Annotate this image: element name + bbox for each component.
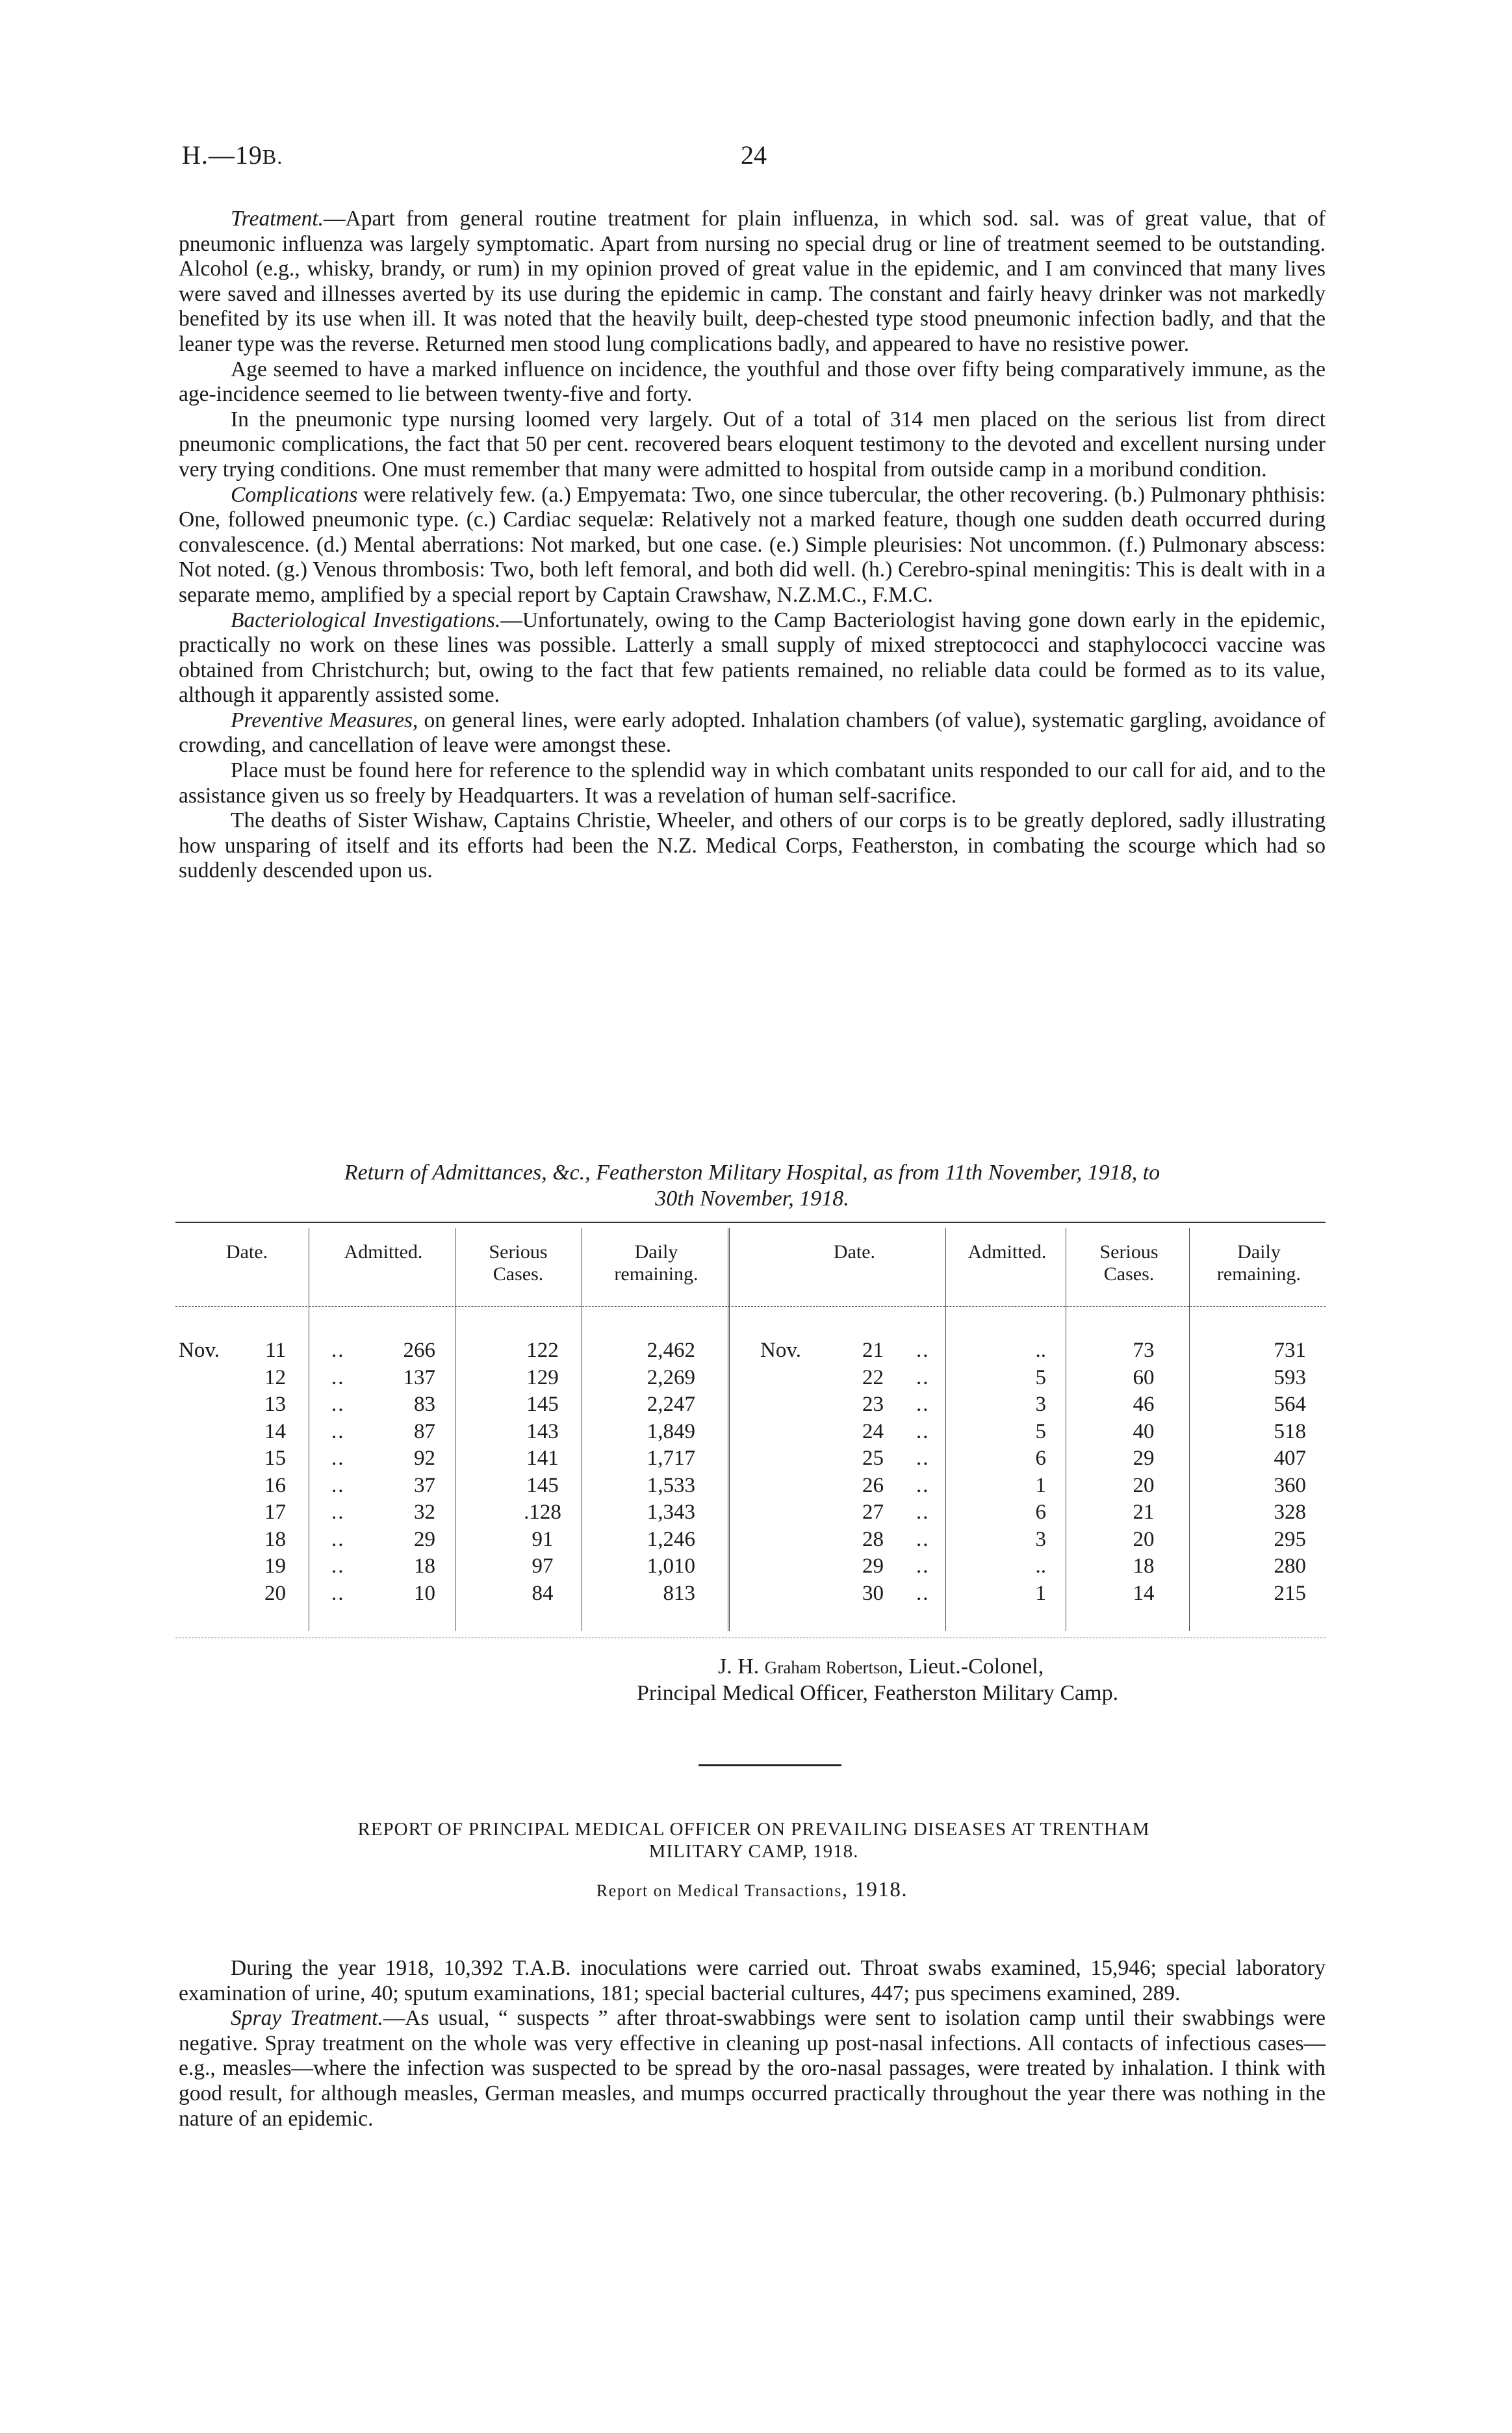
table-row: [175, 1419, 1326, 1446]
row-admitted: 6: [1035, 1500, 1046, 1524]
row-daily: 1,010: [647, 1554, 695, 1578]
row-date: 24: [862, 1419, 884, 1443]
report-subtitle: Report on Medical Transactions, 1918.: [596, 1878, 908, 1901]
row-date: 23: [862, 1393, 884, 1416]
paragraph: [179, 608, 1326, 708]
table-row: [175, 1391, 1326, 1419]
row-daily: 360: [1274, 1473, 1306, 1497]
row-serious: 129: [526, 1365, 559, 1389]
paragraph: [179, 808, 1326, 884]
paragraph: [179, 1956, 1326, 2006]
row-serious: 21: [1133, 1500, 1155, 1524]
paragraph: [179, 357, 1326, 407]
header-date: Date.: [225, 1241, 268, 1263]
row-serious: 91: [532, 1527, 554, 1551]
report-body-featherston: [179, 207, 1326, 884]
row-serious: .128: [524, 1500, 561, 1524]
page-header: [182, 140, 1326, 179]
table-row: [175, 1499, 1326, 1526]
admittances-table: [175, 1222, 1326, 1644]
leader-dots: ..: [916, 1581, 930, 1605]
page-number: 24: [741, 140, 767, 170]
table-row: [175, 1365, 1326, 1392]
row-admitted: 5: [1035, 1419, 1046, 1443]
paragraph: [179, 407, 1326, 483]
paragraph-text: —Apart from general routine treatment for plain influenza, in which sod. sal. was of great value, that of pneumonic influenza was largely symptomatic. Apart from nursing no special drug or line of treatment seemed to be outstanding. Alcohol (e.g., whisky, brandy, or rum) in my opinion proved of great value in the epidemic, and I am convinced that many lives were saved and illnesses averted by its use during the epidemic in camp. The constant and fairly heavy drinker was not markedly benefited by its use when ill. It was noted that the heavily built, deep-chested type stood pneumonic infection badly, and that the leaner type was the reverse. Returned men stood lung complications badly, and appeared to have no resistive power.: [179, 207, 1326, 356]
report-body-trentham: [179, 1956, 1326, 2131]
paragraph: [179, 708, 1326, 758]
row-serious: 20: [1133, 1527, 1155, 1551]
row-daily: 215: [1274, 1581, 1306, 1605]
row-daily: 2,269: [647, 1365, 695, 1389]
paragraph-text: During the year 1918, 10,392 T.A.B. inoculations were carried out. Throat swabs examined, 15,946; special laboratory examination of urine, 40; sputum examinations, 181; special bacterial cultures, 447; pus specimens examined, 289.: [179, 1956, 1326, 2005]
row-admitted: 37: [414, 1473, 435, 1497]
table-row: [175, 1473, 1326, 1500]
table-title: Return of Admittances, &c., Featherston Military Hospital, as from 11th November, 1918, to 30th November, 1918.: [344, 1161, 1160, 1211]
row-serious: 18: [1133, 1554, 1155, 1578]
header-serious: Serious Cases.: [489, 1241, 548, 1285]
row-admitted: 6: [1035, 1447, 1046, 1470]
row-daily: 564: [1274, 1393, 1306, 1416]
row-daily: 1,343: [647, 1500, 695, 1524]
paragraph-text: were relatively few. (a.) Empyemata: Two, one since tubercular, the other recovering. (b.) Pulmonary phthisis: One, followed pneumonic type. (c.) Cardiac sequelæ: Relatively not a marked feature, though one sudden death occurred during convalescence. (d.) Mental aberrations: Not marked, but one case. (e.) Simple pleurisies: Not uncommon. (f.) Pulmonary abscess: Not noted. (g.) Venous thrombosis: Two, both left femoral, and both did well. (h.) Cerebro-spinal meningitis: This is dealt with in a separate memo, amplified by a special report by Captain Crawshaw, N.Z.M.C., F.M.C.: [179, 482, 1326, 607]
paragraph-lead-in: Bacteriological Investigations.: [231, 608, 501, 632]
header-daily: Daily remaining.: [614, 1241, 698, 1285]
row-admitted: 10: [414, 1581, 435, 1605]
table-body: [175, 1337, 1326, 1607]
row-serious: 46: [1133, 1393, 1155, 1416]
row-date: 27: [862, 1500, 884, 1524]
paragraph: [179, 483, 1326, 608]
header-serious: Serious Cases.: [1099, 1241, 1159, 1285]
row-daily: 1,246: [647, 1527, 695, 1551]
leader-dots: ..: [916, 1554, 930, 1578]
leader-dots: ..: [916, 1365, 930, 1389]
header-daily: Daily remaining.: [1216, 1241, 1301, 1285]
table-row: [175, 1553, 1326, 1580]
leader-dots: ..: [916, 1419, 930, 1443]
row-date: 14: [264, 1419, 286, 1443]
header-admitted: Admitted.: [344, 1241, 423, 1263]
row-date: 13: [264, 1393, 286, 1416]
document-reference: H.—19B.: [182, 140, 283, 170]
row-serious: 40: [1133, 1419, 1155, 1443]
leader-dots: ..: [916, 1447, 930, 1470]
leader-dots: ..: [916, 1393, 930, 1416]
row-date: 30: [862, 1581, 884, 1605]
row-admitted: 137: [403, 1365, 435, 1389]
row-admitted: 3: [1035, 1393, 1046, 1416]
leader-dots: ..: [331, 1339, 345, 1362]
row-serious: 122: [526, 1339, 559, 1362]
row-admitted: 83: [414, 1393, 435, 1416]
paragraph-text: on general lines, were early adopted. Inhalation chambers (of value), systematic gargling, avoidance of crowding, and cancellation of leave were amongst these.: [179, 708, 1326, 758]
row-admitted: 92: [414, 1447, 435, 1470]
row-date: 28: [862, 1527, 884, 1551]
row-serious: 60: [1133, 1365, 1155, 1389]
leader-dots: ..: [331, 1473, 345, 1497]
row-date: 16: [264, 1473, 286, 1497]
row-date: 15: [264, 1447, 286, 1470]
signatory-name: J. H. Graham Robertson, Lieut.-Colonel,: [718, 1654, 1044, 1679]
row-serious: 97: [532, 1554, 554, 1578]
paragraph: [179, 758, 1326, 808]
row-daily: 1,533: [647, 1473, 695, 1497]
header-admitted: Admitted.: [967, 1241, 1047, 1263]
row-date: 25: [862, 1447, 884, 1470]
row-daily: 1,717: [647, 1447, 695, 1470]
table-top-rule: [175, 1222, 1326, 1223]
row-admitted: ..: [1035, 1554, 1046, 1578]
section-separator: [698, 1764, 841, 1766]
row-date: 11: [265, 1339, 286, 1362]
paragraph-lead-in: Preventive Measures,: [231, 708, 418, 732]
row-month: Nov.: [179, 1339, 220, 1362]
row-date: 21: [862, 1339, 884, 1362]
paragraph-text: —As usual, “ suspects ” after throat-swabbings were sent to isolation camp until their swabbings were negative. Spray treatment on the whole was very effective in cleaning up post-nasal infections. All contacts of infectious cases—e.g., measles—where the infection was suspected to be spread by the oro-nasal passages, were treated by inhalation. I think with good result, for although measles, German measles, and mumps occurred practically throughout the year there was nothing in the nature of an epidemic.: [179, 2006, 1326, 2131]
paragraph-text: In the pneumonic type nursing loomed very largely. Out of a total of 314 men placed on the serious list from direct pneumonic complications, the fact that 50 per cent. recovered bears eloquent testimony to the devoted and excellent nursing under very trying conditions. One must remember that many were admitted to hospital from outside camp in a moribund condition.: [179, 407, 1326, 482]
row-serious: 145: [526, 1473, 559, 1497]
row-date: 19: [264, 1554, 286, 1578]
row-serious: 20: [1133, 1473, 1155, 1497]
row-serious: 145: [526, 1393, 559, 1416]
row-date: 17: [264, 1500, 286, 1524]
row-daily: 2,462: [647, 1339, 695, 1362]
header-date: Date.: [833, 1241, 876, 1263]
paragraph-text: —Unfortunately, owing to the Camp Bacteriologist having gone down early in the epidemic, practically no work on these lines was possible. Latterly a small supply of mixed streptococci and staphylococci vaccine was obtained from Christchurch; but, owing to the fact that few patients remained, no reliable data could be formed as to its value, although it apparently assisted some.: [179, 608, 1326, 708]
row-admitted: 3: [1035, 1527, 1046, 1551]
signature-block: [637, 1654, 1118, 1706]
table-header-rule: [175, 1306, 1326, 1307]
leader-dots: ..: [916, 1339, 930, 1362]
row-date: 22: [862, 1365, 884, 1389]
row-daily: 518: [1274, 1419, 1306, 1443]
row-date: 29: [862, 1554, 884, 1578]
row-admitted: 1: [1035, 1581, 1046, 1605]
paragraph: [179, 207, 1326, 357]
row-daily: 813: [663, 1581, 695, 1605]
row-daily: 407: [1274, 1447, 1306, 1470]
row-serious: 14: [1133, 1581, 1155, 1605]
row-serious: 84: [532, 1581, 554, 1605]
paragraph-lead-in: Treatment.: [231, 207, 324, 231]
table-row: [175, 1337, 1326, 1365]
row-admitted: ..: [1035, 1339, 1046, 1362]
leader-dots: ..: [331, 1393, 345, 1416]
row-admitted: 1: [1035, 1473, 1046, 1497]
row-admitted: 5: [1035, 1365, 1046, 1389]
row-daily: 1,849: [647, 1419, 695, 1443]
paragraph: [179, 2006, 1326, 2131]
row-daily: 593: [1274, 1365, 1306, 1389]
leader-dots: ..: [331, 1365, 345, 1389]
report-title: REPORT OF PRINCIPAL MEDICAL OFFICER ON PREVAILING DISEASES AT TRENTHAM MILITARY CAMP, 1918.: [357, 1819, 1150, 1862]
row-date: 12: [264, 1365, 286, 1389]
leader-dots: ..: [916, 1527, 930, 1551]
signatory-title: Principal Medical Officer, Featherston Military Camp.: [637, 1681, 1119, 1705]
row-admitted: 29: [414, 1527, 435, 1551]
row-serious: 29: [1133, 1447, 1155, 1470]
leader-dots: ..: [331, 1500, 345, 1524]
table-row: [175, 1526, 1326, 1554]
row-daily: 280: [1274, 1554, 1306, 1578]
row-serious: 73: [1133, 1339, 1155, 1362]
row-date: 18: [264, 1527, 286, 1551]
row-daily: 328: [1274, 1500, 1306, 1524]
leader-dots: ..: [331, 1581, 345, 1605]
table-row: [175, 1445, 1326, 1473]
leader-dots: ..: [331, 1419, 345, 1443]
row-daily: 731: [1274, 1339, 1306, 1362]
row-admitted: 87: [414, 1419, 435, 1443]
row-daily: 295: [1274, 1527, 1306, 1551]
paragraph-text: Place must be found here for reference to the splendid way in which combatant units responded to our call for aid, and to the assistance given us so freely by Headquarters. It was a revelation of human self-sacrifice.: [179, 758, 1326, 808]
row-admitted: 32: [414, 1500, 435, 1524]
row-month: Nov.: [760, 1339, 801, 1362]
leader-dots: ..: [331, 1554, 345, 1578]
leader-dots: ..: [331, 1447, 345, 1470]
leader-dots: ..: [916, 1473, 930, 1497]
paragraph-lead-in: Complications: [231, 482, 358, 507]
paragraph-text: The deaths of Sister Wishaw, Captains Christie, Wheeler, and others of our corps is to be greatly deplored, sadly illustrating how unsparing of itself and its efforts had been the N.Z. Medical Corps, Featherston, in combating the scourge which had so suddenly descended upon us.: [179, 808, 1326, 883]
row-daily: 2,247: [647, 1393, 695, 1416]
row-serious: 141: [526, 1447, 559, 1470]
row-date: 20: [264, 1581, 286, 1605]
row-admitted: 18: [414, 1554, 435, 1578]
table-row: [175, 1580, 1326, 1608]
row-serious: 143: [526, 1419, 559, 1443]
leader-dots: ..: [331, 1527, 345, 1551]
paragraph-text: Age seemed to have a marked influence on incidence, the youthful and those over fifty being comparatively immune, as the age-incidence seemed to lie between twenty-five and forty.: [179, 357, 1326, 407]
leader-dots: ..: [916, 1500, 930, 1524]
row-admitted: 266: [403, 1339, 435, 1362]
paragraph-lead-in: Spray Treatment.: [231, 2006, 383, 2031]
row-date: 26: [862, 1473, 884, 1497]
